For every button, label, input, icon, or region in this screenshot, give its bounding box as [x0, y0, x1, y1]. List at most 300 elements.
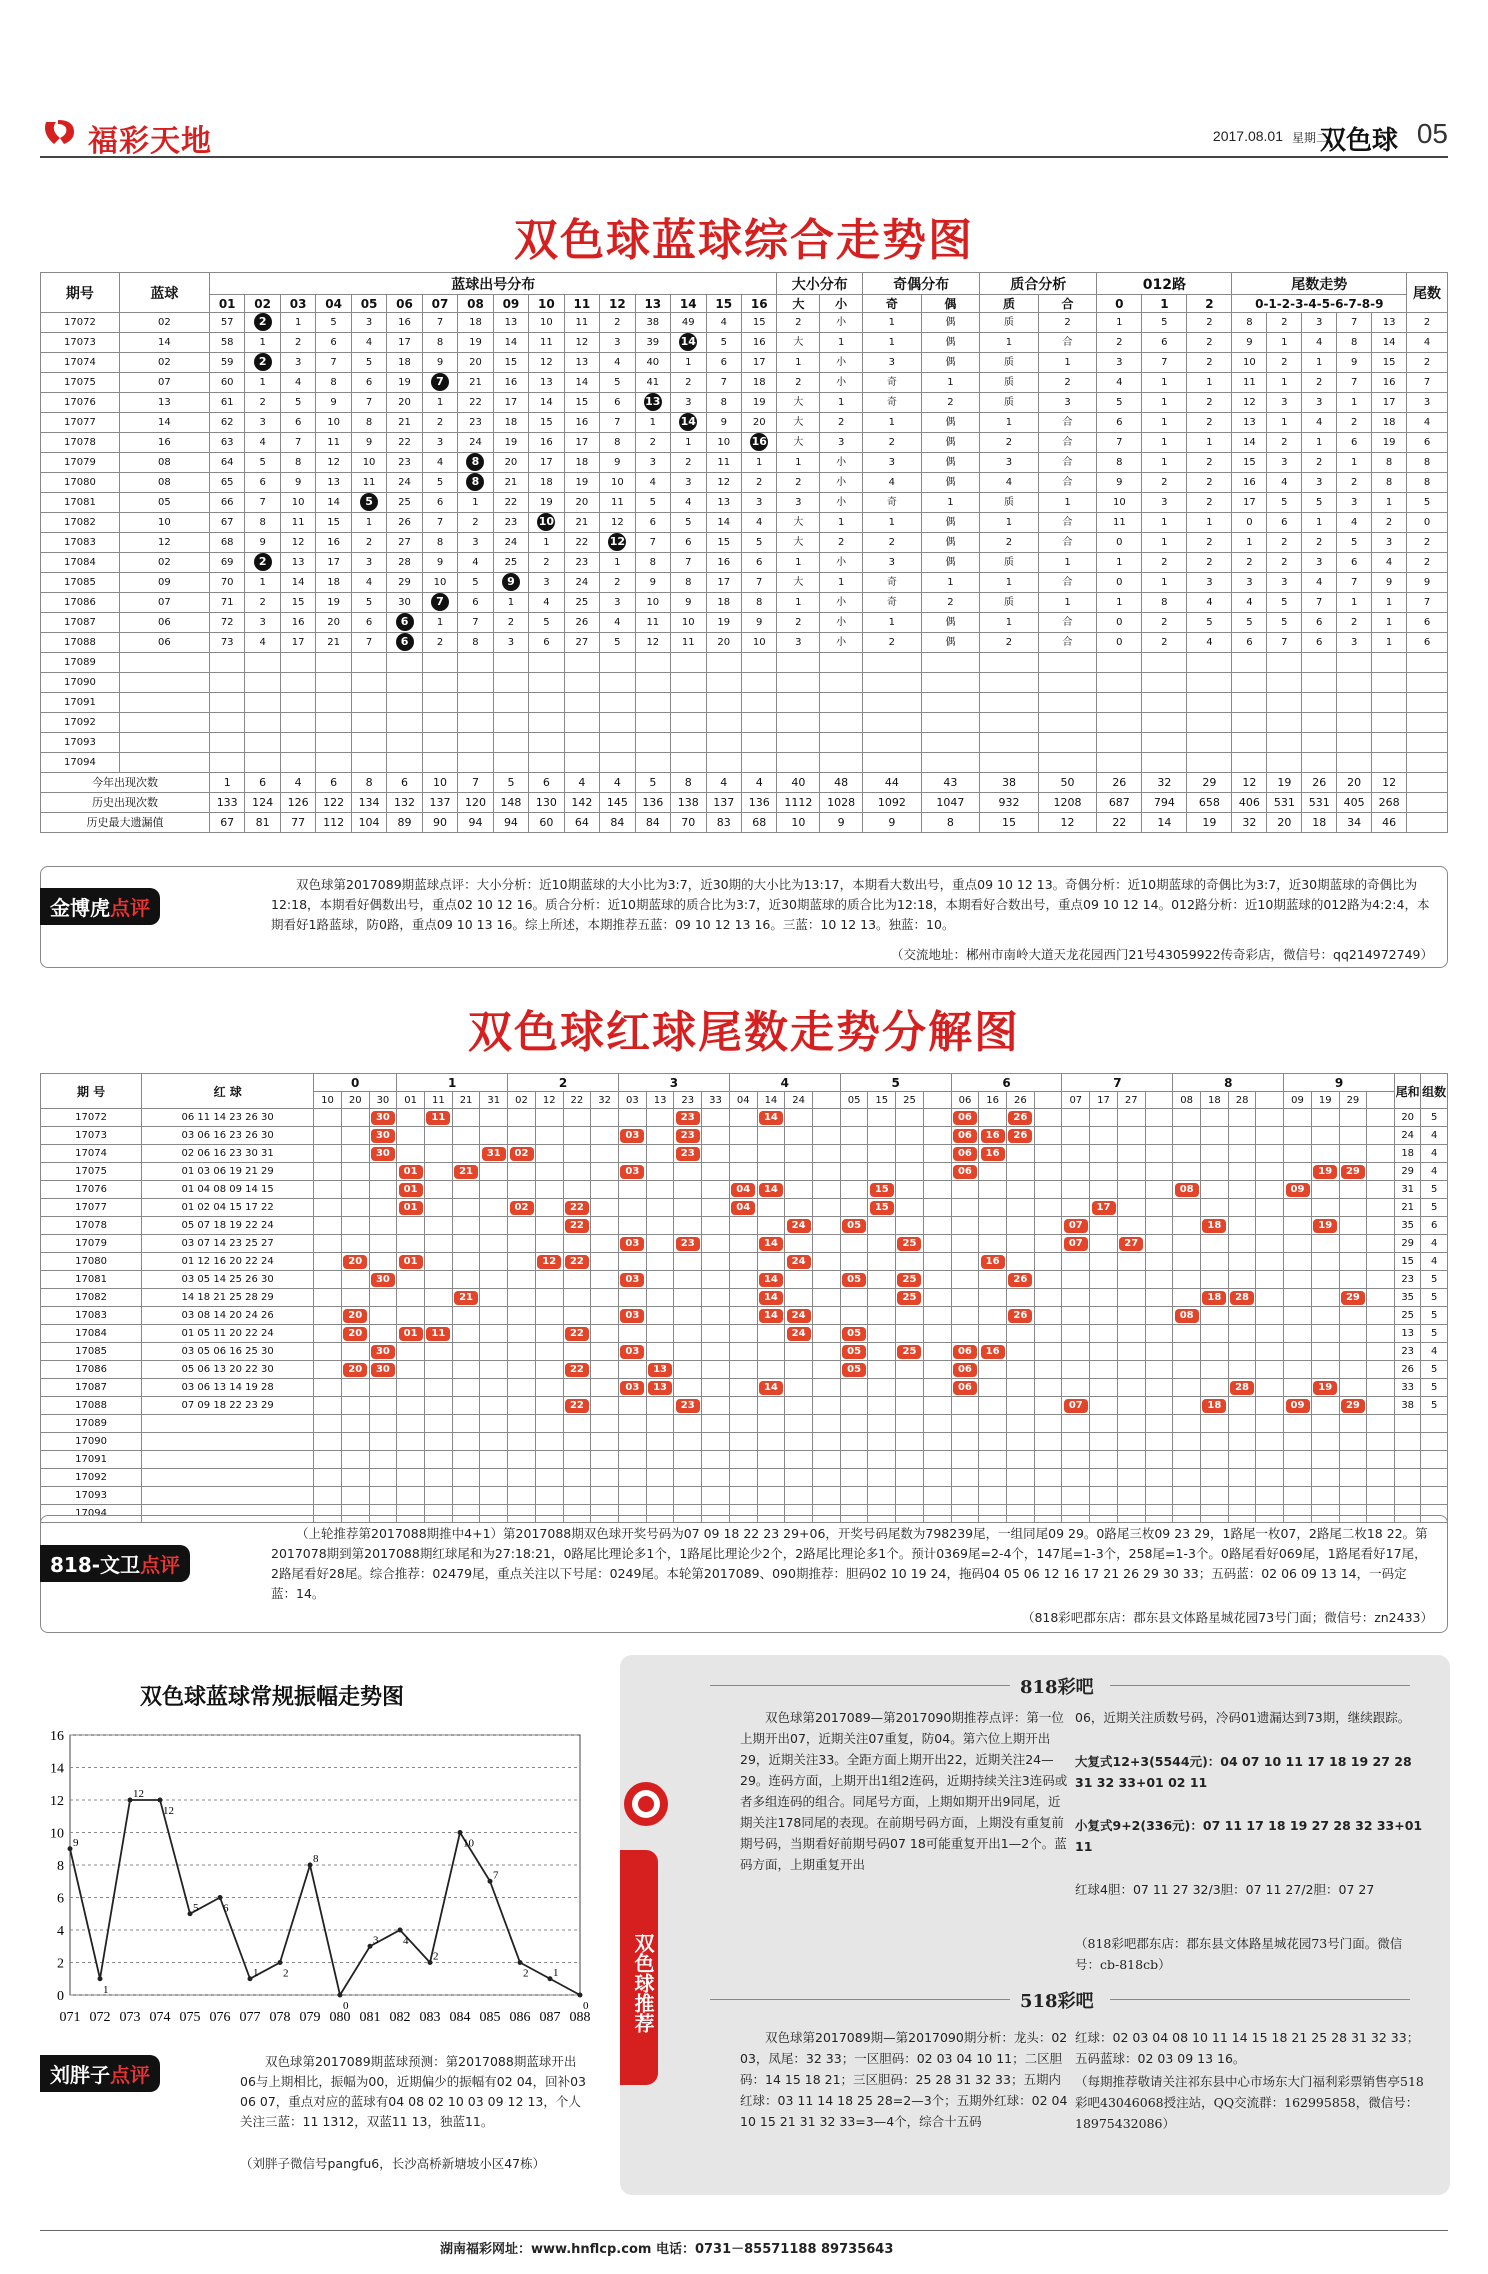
- tail-cell: [508, 1361, 536, 1379]
- summary-cell: 29: [1187, 773, 1232, 793]
- dist-cell: [564, 673, 599, 693]
- red-ball-mark: 05: [842, 1345, 866, 1359]
- red-ball-mark: 16: [981, 1129, 1005, 1143]
- tail-cell: [785, 1415, 813, 1433]
- tail-cell: [591, 1145, 619, 1163]
- tail-cell: [729, 1325, 757, 1343]
- tail-cell: [1311, 1217, 1339, 1235]
- tail-cell: [1339, 1451, 1367, 1469]
- red-numbers-cell: 03 05 14 25 26 30: [142, 1271, 314, 1289]
- tail-cell: [480, 1343, 508, 1361]
- stat-cell: [777, 713, 820, 733]
- tail-cell: [1201, 1271, 1229, 1289]
- stat-cell: 1: [1372, 613, 1407, 633]
- table-row: [41, 433, 1448, 453]
- dist-cell: [706, 653, 741, 673]
- red-ball-mark: 16: [981, 1255, 1005, 1269]
- dist-cell: 13: [564, 353, 599, 373]
- y-tick-label: 6: [57, 1891, 64, 1907]
- tail-cell: [896, 1307, 924, 1325]
- dist-cell: [245, 553, 280, 573]
- stat-cell: 3: [1097, 353, 1142, 373]
- tail-cell: [563, 1343, 591, 1361]
- tail-cell: [397, 1451, 425, 1469]
- tail-cell: [563, 1289, 591, 1307]
- dist-cell: [564, 713, 599, 733]
- period-cell: 17084: [41, 553, 120, 573]
- dist-cell: 3: [741, 493, 776, 513]
- dist-cell: 2: [493, 613, 528, 633]
- stat-cell: 8: [1097, 453, 1142, 473]
- tail-cell: [619, 1253, 647, 1271]
- tail-cell: [314, 1271, 342, 1289]
- period-cell: 17076: [41, 1181, 142, 1199]
- stat-cell: 1: [1142, 413, 1187, 433]
- dist-cell: 3: [600, 333, 635, 353]
- red-ball-mark: 08: [1175, 1309, 1199, 1323]
- red-ball-mark: 11: [426, 1327, 450, 1341]
- tail-cell: [757, 1361, 785, 1379]
- tail-cell: [1367, 1127, 1395, 1145]
- tail-cell: [1228, 1451, 1256, 1469]
- tail-cell: [591, 1271, 619, 1289]
- dist-cell: 11: [351, 473, 386, 493]
- tail-cell: [1145, 1325, 1173, 1343]
- data-label: 3: [373, 1934, 379, 1947]
- tail-cell: [535, 1253, 563, 1271]
- summary-cell: 932: [980, 793, 1039, 813]
- tail-cell: [923, 1145, 951, 1163]
- dist-cell: 17: [316, 553, 351, 573]
- tail-cell: [702, 1379, 730, 1397]
- red-ball-mark: 27: [1119, 1237, 1143, 1251]
- dist-cell: 24: [493, 533, 528, 553]
- tail-cell: [369, 1451, 397, 1469]
- dist-cell: 16: [564, 413, 599, 433]
- tail-cell: [452, 1181, 480, 1199]
- stat-cell: [1097, 713, 1142, 733]
- table-row: [41, 353, 1448, 373]
- tail-cell: [314, 1181, 342, 1199]
- tail-cell: [591, 1235, 619, 1253]
- tail-cell: [341, 1415, 369, 1433]
- stat-cell: 偶: [921, 613, 980, 633]
- blue-cell: 14: [119, 333, 209, 353]
- tail-cell: [674, 1253, 702, 1271]
- tail-cell: [425, 1487, 453, 1505]
- stat-cell: 1: [1187, 373, 1232, 393]
- red-ball-mark: 12: [537, 1255, 561, 1269]
- stat-cell: 1: [1142, 453, 1187, 473]
- stat-cell: [863, 653, 922, 673]
- red-ball-mark: 01: [399, 1201, 423, 1215]
- stat-cell: [777, 733, 820, 753]
- dist-cell: 10: [351, 453, 386, 473]
- tail-cell: [757, 1235, 785, 1253]
- period-cell: 17083: [41, 533, 120, 553]
- dist-cell: 22: [493, 493, 528, 513]
- tail-cell: [868, 1163, 896, 1181]
- tail-cell: [1256, 1127, 1284, 1145]
- tail-cell: [702, 1199, 730, 1217]
- tail-cell: [979, 1235, 1007, 1253]
- tail-cell: [1062, 1307, 1090, 1325]
- dist-cell: 15: [706, 533, 741, 553]
- blue-cell: 02: [119, 553, 209, 573]
- stat-cell: [1302, 733, 1337, 753]
- dist-cell: 58: [209, 333, 244, 353]
- dist-cell: [741, 713, 776, 733]
- brand-logo-icon: [40, 116, 80, 150]
- tail-cell: [702, 1163, 730, 1181]
- number-col-header: 28: [1228, 1092, 1256, 1109]
- dist-cell: 19: [741, 393, 776, 413]
- summary-cell: 94: [493, 813, 528, 833]
- tail-cell: [1339, 1253, 1367, 1271]
- dist-cell: 12: [706, 473, 741, 493]
- tail-cell: [1201, 1469, 1229, 1487]
- dist-cell: 2: [600, 573, 635, 593]
- red-ball-mark: 24: [787, 1327, 811, 1341]
- summary-cell: 1208: [1038, 793, 1097, 813]
- dist-cell: 16: [493, 373, 528, 393]
- tail-cell: [397, 1343, 425, 1361]
- stat-cell: [820, 693, 863, 713]
- red-ball-mark: 22: [565, 1399, 589, 1413]
- period-cell: 17094: [41, 1505, 142, 1523]
- tail-cell: [951, 1307, 979, 1325]
- dist-cell: [671, 413, 706, 433]
- tail-cell: [1367, 1361, 1395, 1379]
- tail-cell: [480, 1397, 508, 1415]
- tail-cell: [535, 1217, 563, 1235]
- dist-cell: 24: [458, 433, 493, 453]
- dist-cell: 9: [316, 393, 351, 413]
- tail-cell: [1090, 1235, 1118, 1253]
- summary-cell: 8: [351, 773, 386, 793]
- tail-cell: [951, 1253, 979, 1271]
- summary-cell: 67: [209, 813, 244, 833]
- red-ball-mark: 23: [676, 1147, 700, 1161]
- tail-cell: [619, 1235, 647, 1253]
- ball-col-header: 05: [351, 295, 386, 313]
- summary-cell: 14: [1142, 813, 1187, 833]
- stat-cell: [1187, 753, 1232, 773]
- period-cell: 17088: [41, 633, 120, 653]
- tail-cell: [397, 1253, 425, 1271]
- stat-cell: 1: [777, 593, 820, 613]
- ball-col-header: 14: [671, 295, 706, 313]
- tail-cell: [1007, 1217, 1035, 1235]
- stat-cell: 4: [1097, 373, 1142, 393]
- tail-cell: [674, 1361, 702, 1379]
- stat-cell: 5: [1142, 313, 1187, 333]
- dist-cell: 1: [635, 413, 670, 433]
- tail-cell: [979, 1217, 1007, 1235]
- stat-cell: [1097, 753, 1142, 773]
- tail-cell: [812, 1487, 840, 1505]
- tail-cell: [508, 1307, 536, 1325]
- dist-cell: 8: [635, 553, 670, 573]
- tail-cell: [1117, 1253, 1145, 1271]
- tail-cell: [341, 1145, 369, 1163]
- tail-cell: [1090, 1469, 1118, 1487]
- dist-cell: [458, 693, 493, 713]
- dist-cell: [387, 633, 422, 653]
- dist-cell: 15: [529, 413, 564, 433]
- tail-cell: [896, 1235, 924, 1253]
- tail-cell: [1145, 1289, 1173, 1307]
- tailsum-cell: 26: [1395, 1361, 1421, 1379]
- dist-cell: 10: [529, 313, 564, 333]
- dist-cell: 71: [209, 593, 244, 613]
- summary-cell: 1047: [921, 793, 980, 813]
- dist-cell: 64: [209, 453, 244, 473]
- x-tick-label: 086: [509, 2010, 531, 2025]
- tail-cell: [1117, 1307, 1145, 1325]
- comment-text: 双色球第2017089期蓝球预测：第2017088期蓝球开出06与上期相比，振幅为00，近期偏少的振幅有02 04，回补03 06 07，重点对应的蓝球有04 08 02 10 03 09 12 13，个人关注三蓝：11 1312，双蓝11 13，独蓝11。: [240, 2054, 587, 2129]
- stat-cell: 9: [1407, 573, 1448, 593]
- tail-cell: [674, 1127, 702, 1145]
- red-ball-mark: 06: [953, 1381, 977, 1395]
- table-row: [41, 673, 1448, 693]
- tail-cell: [979, 1379, 1007, 1397]
- dist-cell: 9: [635, 573, 670, 593]
- dist-cell: 21: [387, 413, 422, 433]
- dist-cell: 1: [741, 453, 776, 473]
- summary-cell: 48: [820, 773, 863, 793]
- tail-cell: [1173, 1469, 1201, 1487]
- dist-cell: 8: [600, 433, 635, 453]
- dist-cell: 8: [245, 513, 280, 533]
- dist-cell: 7: [600, 413, 635, 433]
- tail-cell: [785, 1127, 813, 1145]
- stat-cell: [980, 653, 1039, 673]
- red-ball-tail-table: [40, 1073, 1448, 1523]
- x-tick-label: 073: [119, 2010, 141, 2025]
- group-cell: 5: [1421, 1109, 1448, 1127]
- dist-cell: [458, 453, 493, 473]
- tail-cell: [452, 1307, 480, 1325]
- tail-cell: [1311, 1451, 1339, 1469]
- dist-cell: 25: [564, 593, 599, 613]
- tail-cell: [1256, 1433, 1284, 1451]
- tail-cell: [480, 1451, 508, 1469]
- stat-cell: 质: [980, 313, 1039, 333]
- tail-cell: [1117, 1325, 1145, 1343]
- stat-cell: 合: [1038, 513, 1097, 533]
- red-numbers-cell: 03 06 13 14 19 28: [142, 1379, 314, 1397]
- col-header: 1: [1142, 295, 1187, 313]
- dist-cell: [316, 693, 351, 713]
- tail-cell: [1367, 1217, 1395, 1235]
- red-ball-mark: 18: [1202, 1291, 1226, 1305]
- x-tick-label: 079: [299, 2010, 321, 2025]
- summary-cell: 1: [209, 773, 244, 793]
- tail-cell: [729, 1487, 757, 1505]
- stat-cell: 3: [1372, 533, 1407, 553]
- tail-cell: [1311, 1253, 1339, 1271]
- dist-cell: [209, 693, 244, 713]
- dist-cell: 16: [706, 553, 741, 573]
- tail-cell: [1062, 1415, 1090, 1433]
- tail-cell: [480, 1109, 508, 1127]
- red-ball-mark: 14: [759, 1273, 783, 1287]
- tail-cell: [619, 1289, 647, 1307]
- dist-cell: [741, 753, 776, 773]
- stat-cell: 合: [1038, 433, 1097, 453]
- dist-cell: 60: [209, 373, 244, 393]
- tail-cell: [951, 1289, 979, 1307]
- stat-cell: 偶: [921, 313, 980, 333]
- tail-cell: [535, 1127, 563, 1145]
- x-tick-label: 074: [149, 2010, 171, 2025]
- blue-cell: 02: [119, 353, 209, 373]
- amplitude-point: [398, 1928, 403, 1933]
- summary-cell: 9: [820, 813, 863, 833]
- group-cell: 4: [1421, 1343, 1448, 1361]
- tail-cell: [1117, 1289, 1145, 1307]
- tail-cell: [1145, 1379, 1173, 1397]
- red-numbers-cell: 06 11 14 23 26 30: [142, 1109, 314, 1127]
- y-tick-label: 14: [50, 1761, 64, 1777]
- table-row: [41, 1235, 1448, 1253]
- number-col-header: 20: [341, 1092, 369, 1109]
- tail-cell: [1117, 1361, 1145, 1379]
- tail-cell: [1256, 1253, 1284, 1271]
- tail-cell: [1090, 1199, 1118, 1217]
- tail-cell: [452, 1271, 480, 1289]
- summary-cell: 531: [1302, 793, 1337, 813]
- dist-cell: [458, 733, 493, 753]
- tail-cell: [1034, 1199, 1062, 1217]
- tail-cell: [591, 1307, 619, 1325]
- tail-cell: [425, 1199, 453, 1217]
- dist-cell: [209, 753, 244, 773]
- tail-group-header: 2: [508, 1074, 619, 1092]
- summary-cell: 83: [706, 813, 741, 833]
- tail-cell: [619, 1145, 647, 1163]
- tail-cell: [1173, 1145, 1201, 1163]
- stat-cell: [1142, 693, 1187, 713]
- tail-cell: [729, 1217, 757, 1235]
- shop-818-contact: （818彩吧郡东店：郡东县文体路星城花园73号门面。微信号：cb-818cb）: [1075, 1936, 1403, 1972]
- red-ball-mark: 01: [399, 1255, 423, 1269]
- tail-cell: [563, 1127, 591, 1145]
- tail-cell: [1034, 1235, 1062, 1253]
- stat-cell: 1: [1038, 493, 1097, 513]
- tail-cell: [1201, 1397, 1229, 1415]
- dist-cell: 18: [387, 353, 422, 373]
- stat-cell: 7: [1267, 633, 1302, 653]
- tail-cell: [1339, 1127, 1367, 1145]
- tail-cell: [646, 1289, 674, 1307]
- blue-cell: [119, 733, 209, 753]
- col-header: 小: [820, 295, 863, 313]
- stat-cell: 15: [1372, 353, 1407, 373]
- tail-cell: [757, 1469, 785, 1487]
- summary-cell: 90: [422, 813, 457, 833]
- x-tick-label: 072: [89, 2010, 111, 2025]
- dist-cell: [316, 713, 351, 733]
- dist-cell: 4: [635, 473, 670, 493]
- dist-cell: 8: [458, 633, 493, 653]
- stat-cell: 18: [1372, 413, 1407, 433]
- stat-cell: 1: [1372, 593, 1407, 613]
- table-row: [41, 613, 1448, 633]
- stat-cell: 3: [1232, 573, 1267, 593]
- stat-cell: 1: [863, 613, 922, 633]
- tail-cell: [757, 1145, 785, 1163]
- stat-cell: 2: [1407, 353, 1448, 373]
- dist-cell: [422, 753, 457, 773]
- dist-cell: 1: [422, 393, 457, 413]
- red-ball-mark: 30: [371, 1345, 395, 1359]
- dist-cell: 1: [280, 313, 315, 333]
- tail-cell: [341, 1343, 369, 1361]
- tail-cell: [425, 1127, 453, 1145]
- period-cell: 17077: [41, 413, 120, 433]
- stat-cell: 1: [820, 573, 863, 593]
- number-col-header: 04: [729, 1092, 757, 1109]
- tail-cell: [951, 1235, 979, 1253]
- tail-cell: [1090, 1451, 1118, 1469]
- header-row: [41, 273, 1448, 295]
- tail-cell: [341, 1181, 369, 1199]
- stat-cell: [1337, 713, 1372, 733]
- stat-cell: 2: [1267, 353, 1302, 373]
- stat-cell: [1302, 673, 1337, 693]
- tail-cell: [1090, 1127, 1118, 1145]
- dist-cell: 1: [529, 533, 564, 553]
- number-col-header: 18: [1201, 1092, 1229, 1109]
- oddeven-header: 奇偶分布: [863, 273, 980, 295]
- tail-cell: [1367, 1487, 1395, 1505]
- tail-cell: [1173, 1181, 1201, 1199]
- stat-cell: 1: [1337, 593, 1372, 613]
- stat-cell: [1232, 653, 1267, 673]
- tail-cell: [341, 1163, 369, 1181]
- dist-cell: 18: [741, 373, 776, 393]
- period-cell: 17074: [41, 353, 120, 373]
- tail-cell: [563, 1163, 591, 1181]
- tail-cell: [535, 1433, 563, 1451]
- tail-cell: [1284, 1109, 1312, 1127]
- red-ball-mark: 20: [343, 1309, 367, 1323]
- number-col-header: 23: [674, 1092, 702, 1109]
- number-col-header: 31: [480, 1092, 508, 1109]
- tail-cell: [702, 1325, 730, 1343]
- commentator-badge-liupangzi: 刘胖子点评: [40, 2055, 160, 2092]
- stat-cell: 7: [1097, 433, 1142, 453]
- summary-cell: 132: [387, 793, 422, 813]
- summary-row: [41, 773, 1448, 793]
- tail-cell: [1090, 1271, 1118, 1289]
- group-cell: [1421, 1433, 1448, 1451]
- period-cell: 17093: [41, 733, 120, 753]
- period-cell: 17081: [41, 1271, 142, 1289]
- period-header: 期号: [41, 273, 120, 313]
- dist-cell: 9: [706, 413, 741, 433]
- red-ball-mark: 15: [870, 1183, 894, 1197]
- blue-cell: 07: [119, 373, 209, 393]
- stat-cell: 2: [1142, 553, 1187, 573]
- tail-cell: [979, 1199, 1007, 1217]
- tail-cell: [619, 1163, 647, 1181]
- stat-cell: 8: [1232, 313, 1267, 333]
- stat-cell: 1: [1302, 353, 1337, 373]
- table-row: [41, 733, 1448, 753]
